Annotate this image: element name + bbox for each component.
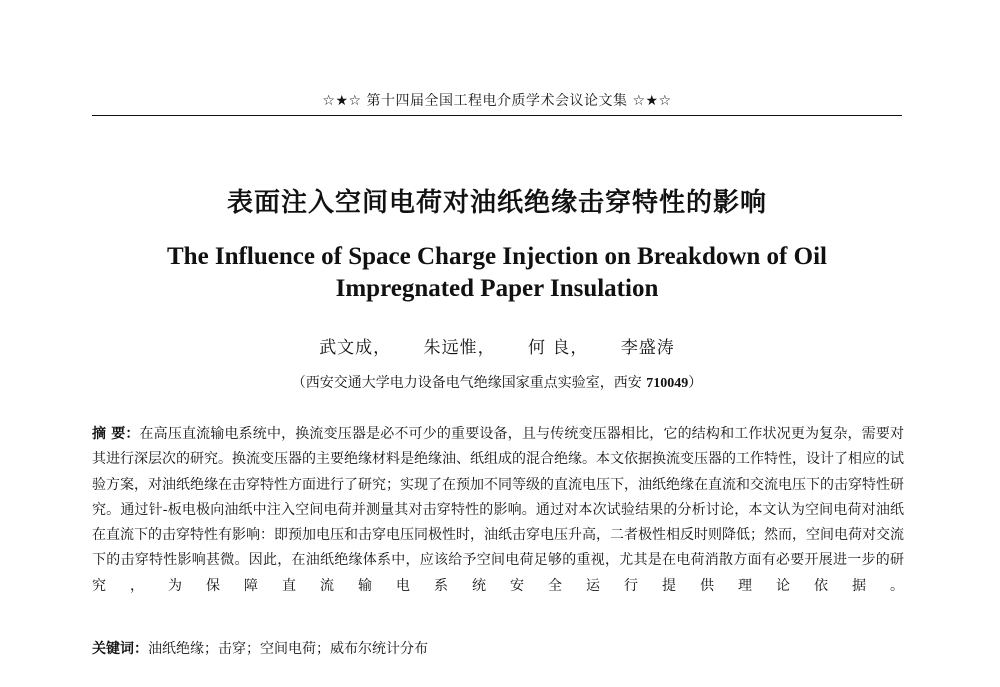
- keywords-label: 关键词：: [92, 641, 148, 657]
- title-chinese: 表面注入空间电荷对油纸绝缘击穿特性的影响: [226, 188, 767, 218]
- keywords: [92, 637, 904, 662]
- affiliation-text: （西安交通大学电力设备电气绝缘国家重点实验室，西安: [291, 375, 647, 391]
- title-english-line2: Impregnated Paper Insulation: [335, 275, 659, 302]
- author-4: 李盛涛: [620, 338, 675, 358]
- abstract: [92, 422, 904, 599]
- affiliation-close: ）: [688, 375, 703, 391]
- author-3: 何 良，: [528, 338, 589, 358]
- affiliation: [92, 372, 902, 392]
- title-english: [92, 241, 902, 305]
- keywords-text: 油纸绝缘；击穿；空间电荷；威布尔统计分布: [148, 641, 428, 657]
- affiliation-postcode: 710049: [646, 376, 689, 391]
- author-list: [92, 333, 902, 358]
- abstract-text: 在高压直流输电系统中，换流变压器是必不可少的重要设备，且与传统变压器相比，它的结构和工作状况更为复杂，需要对其进行深层次的研究。换流变压器的主要绝缘材料是绝缘油、纸组成的混合绝缘。本文依据换流变压器的工作特性，设计了相应的试验方案，对油纸绝缘在击穿特性方面进行了研究；实现了在预加不同等级的直流电压下，油纸绝缘在直流和交流电压下的击穿特性研究。通过针-板电极向油纸中注入空间电荷并测量其对击穿特性的影响。通过对本次试验结果的分析讨论，本文认为空间电荷对油纸在直流下的击穿特性有影响：即预加电压和击穿电压同极性时，油纸击穿电压升高，二者极性相反时则降低；然而，空间电荷对交流下的击穿特性影响甚微。因此，在油纸绝缘体系中，应该给予空间电荷足够的重视，尤其是在电荷消散方面有必要开展进一步的研究，为保障直流输电系统安全运行提供理论依据。: [92, 426, 904, 594]
- author-1: 武文成，: [319, 338, 392, 358]
- header-rule: [92, 115, 902, 116]
- abstract-label: 摘 要：: [92, 426, 140, 442]
- author-2: 朱远惟，: [423, 338, 496, 358]
- title-english-line1: The Influence of Space Charge Injection on Breakdown of Oil: [167, 243, 827, 270]
- proceedings-header: ☆★☆ 第十四届全国工程电介质学术会议论文集 ☆★☆: [322, 93, 672, 109]
